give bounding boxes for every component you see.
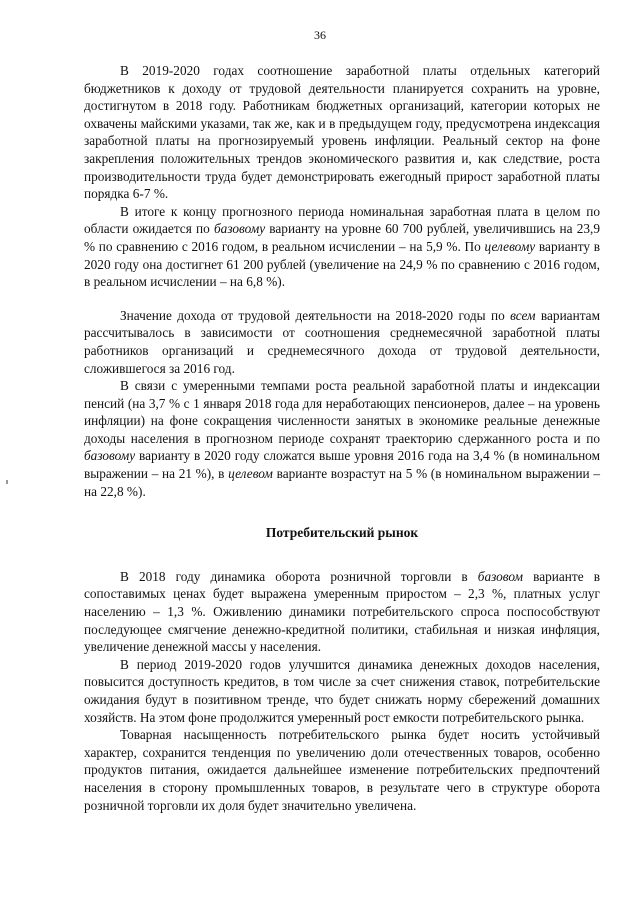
page-number: 36 <box>314 28 326 42</box>
emphasis-base: базовому <box>213 221 266 237</box>
emphasis-base: базовому <box>84 448 136 464</box>
paragraph-nominal-wage <box>84 203 600 291</box>
text-run: В связи с умеренными темпами роста реальной заработной платы и индексации пенсий (на 3,7 % с 1 января 2018 года для неработающих пенсионеров, далее – на уровень инфляции) на фоне сокращения численности занятых в экономике реальные денежные доходы населения в прогнозном периоде сохранят траекторию сдержанного роста и по <box>84 378 600 446</box>
text-run: варианту в 2020 году сложатся выше уровня 2016 года на 3,4 % (в номинальном выражении – на 21 %), в <box>84 448 600 482</box>
section-title: Потребительский рынок <box>265 525 419 541</box>
paragraph-wage-ratio: В 2019-2020 годах соотношение заработной платы отдельных категорий бюджетников к доходу от трудовой деятельности планируется сохранить на уровне, достигнутом в 2018 году. Работникам бюджетных организаций, категории которых не охвачены майскими указами, так же, как и в предыдущем году, предусмотрена индексация заработной платы на прогнозируемый уровень инфляции. Реальный сектор на фоне закрепления положительных трендов экономического развития и, как следствие, роста производительности труда будет демонстрировать ежегодный прирост заработной платы порядка 6-7 %. <box>84 63 600 202</box>
emphasis-all: всем <box>510 307 536 323</box>
text-run: варианте возрастут на 5 % (в номинальном выражении – на 22,8 %). <box>84 466 600 499</box>
emphasis-target: целевом <box>228 466 273 482</box>
paragraph-real-income <box>84 377 600 500</box>
text-run: варианте в сопоставимых ценах будет выражена умеренным приростом – 2,3 %, платных услуг населению – 1,3 %. Оживлению динамики потребительского спроса поспособствуют последующее смягчение денежно-кредитной политики, стабильная и низкая инфляция, увеличение денежной массы у населения. <box>84 568 600 655</box>
scan-mark <box>6 480 8 484</box>
text-run: варианту на уровне 60 700 рублей, увеличившись на 23,9 % по сравнению с 2016 годом, в реальном исчислении – на 5,9 %. По <box>84 221 600 254</box>
paragraph-income-dynamics: В период 2019-2020 годов улучшится динамика денежных доходов населения, повысится доступность кредитов, в том числе за счет снижения ставок, потребительские ожидания будут в позитивном тренде, что будет снижать норму сбережений домашних хозяйств. На этом фоне продолжится умеренный рост емкости потребительского рынка. <box>84 656 600 725</box>
document-body <box>84 62 600 814</box>
paragraph-labor-income <box>84 307 600 377</box>
text-run: В 2018 году динамика оборота розничной торговли в <box>120 568 478 584</box>
emphasis-target: целевому <box>484 238 536 254</box>
emphasis-base: базовом <box>477 568 524 584</box>
text-run: Значение дохода от трудовой деятельности на 2018-2020 годы по <box>120 307 511 323</box>
paragraph-retail-dynamics <box>84 568 600 656</box>
paragraph-market-saturation: Товарная насыщенность потребительского рынка будет носить устойчивый характер, сохранится тенденция по увеличению доли отечественных товаров, особенно продуктов питания, ожидается дальнейшее изменение потребительских предпочтений населения в сторону промышленных товаров, в результате чего в структуре оборота розничной торговли их доля будет значительно увеличена. <box>84 727 600 813</box>
text-run: вариантам рассчитывалось в зависимости от соотношения среднемесячной заработной платы работников организаций и среднемесячного дохода от трудовой деятельности, сложившегося за 2016 год. <box>84 307 600 376</box>
text-run: варианту в 2020 году она достигнет 61 200 рублей (увеличение на 24,9 % по сравнению с 2016 годом, в реальном исчислении – на 6,8 %). <box>84 238 601 290</box>
text-run: В итоге к концу прогнозного периода номинальная заработная плата в целом по области ожидается по <box>84 203 600 237</box>
